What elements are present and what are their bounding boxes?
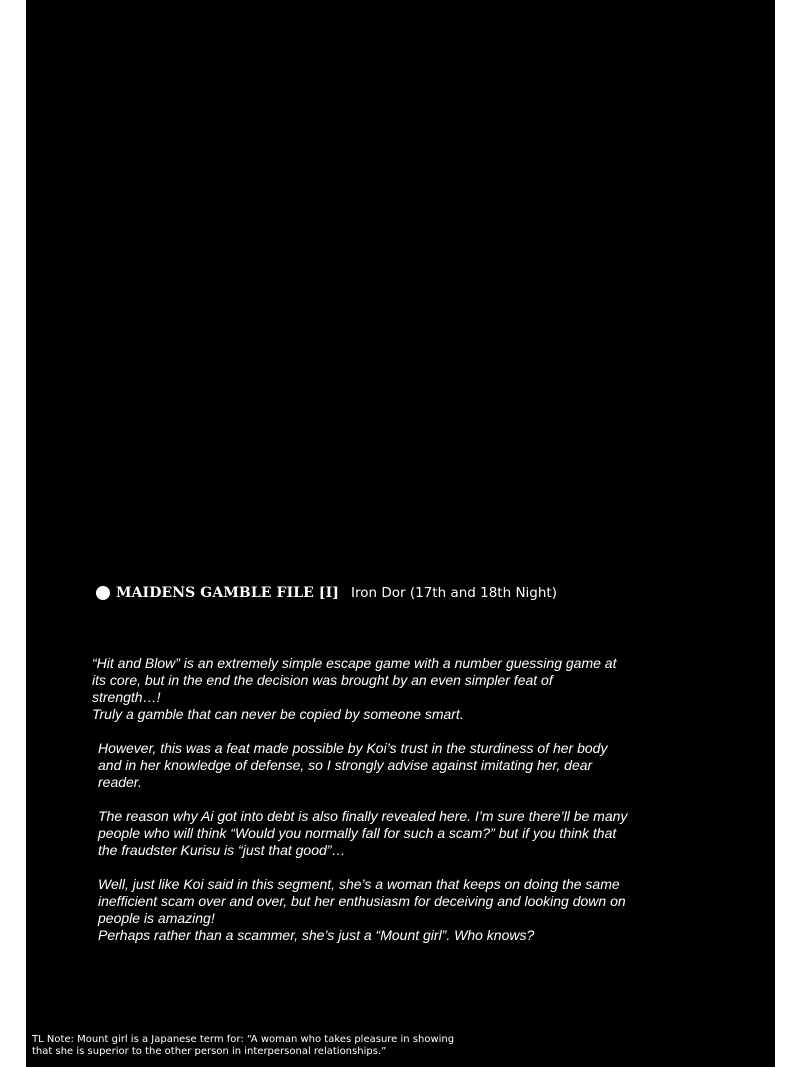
- paragraph-line: strength…!: [92, 689, 161, 705]
- paragraph-line: Truly a gamble that can never be copied by someone smart.: [92, 706, 464, 722]
- paragraph-line: inefficient scam over and over, but her enthusiasm for deceiving and looking down on: [98, 893, 626, 909]
- file-title: MAIDENS GAMBLE FILE [I]: [116, 585, 340, 601]
- paragraph-4: [92, 876, 652, 944]
- paragraph-line: reader.: [98, 774, 142, 790]
- paragraph-line: Well, just like Koi said in this segment, she’s a woman that keeps on doing the same: [98, 876, 620, 892]
- file-subtitle: Iron Dor (17th and 18th Night): [351, 585, 557, 601]
- paragraph-line: Perhaps rather than a scammer, she’s just a “Mount girl”. Who knows?: [98, 927, 535, 943]
- paragraph-line: the fraudster Kurisu is “just that good”…: [98, 842, 346, 858]
- paragraph-line: and in her knowledge of defense, so I strongly advise against imitating her, dear: [98, 757, 593, 773]
- paragraph-1: [92, 655, 652, 723]
- afterword-body: [92, 655, 652, 961]
- file-heading: [96, 583, 557, 603]
- paragraph-line: However, this was a feat made possible by Koi’s trust in the sturdiness of her body: [98, 740, 608, 756]
- document-page: [26, 0, 775, 1067]
- paragraph-line: its core, but in the end the decision was brought by an even simpler feat of: [92, 672, 553, 688]
- paragraph-line: “Hit and Blow” is an extremely simple escape game with a number guessing game at: [92, 655, 617, 671]
- bullet-circle-icon: [96, 586, 110, 600]
- paragraph-2: [92, 740, 652, 791]
- paragraph-line: people who will think “Would you normally fall for such a scam?” but if you think that: [98, 825, 617, 841]
- translator-note: [32, 1034, 632, 1058]
- paragraph-line: The reason why Ai got into debt is also finally revealed here. I’m sure there’ll be many: [98, 808, 628, 824]
- note-line: that she is superior to the other person in interpersonal relationships.”: [32, 1046, 387, 1057]
- paragraph-line: people is amazing!: [98, 910, 215, 926]
- paragraph-3: [92, 808, 652, 859]
- note-line: TL Note: Mount girl is a Japanese term for: “A woman who takes pleasure in showing: [32, 1034, 455, 1045]
